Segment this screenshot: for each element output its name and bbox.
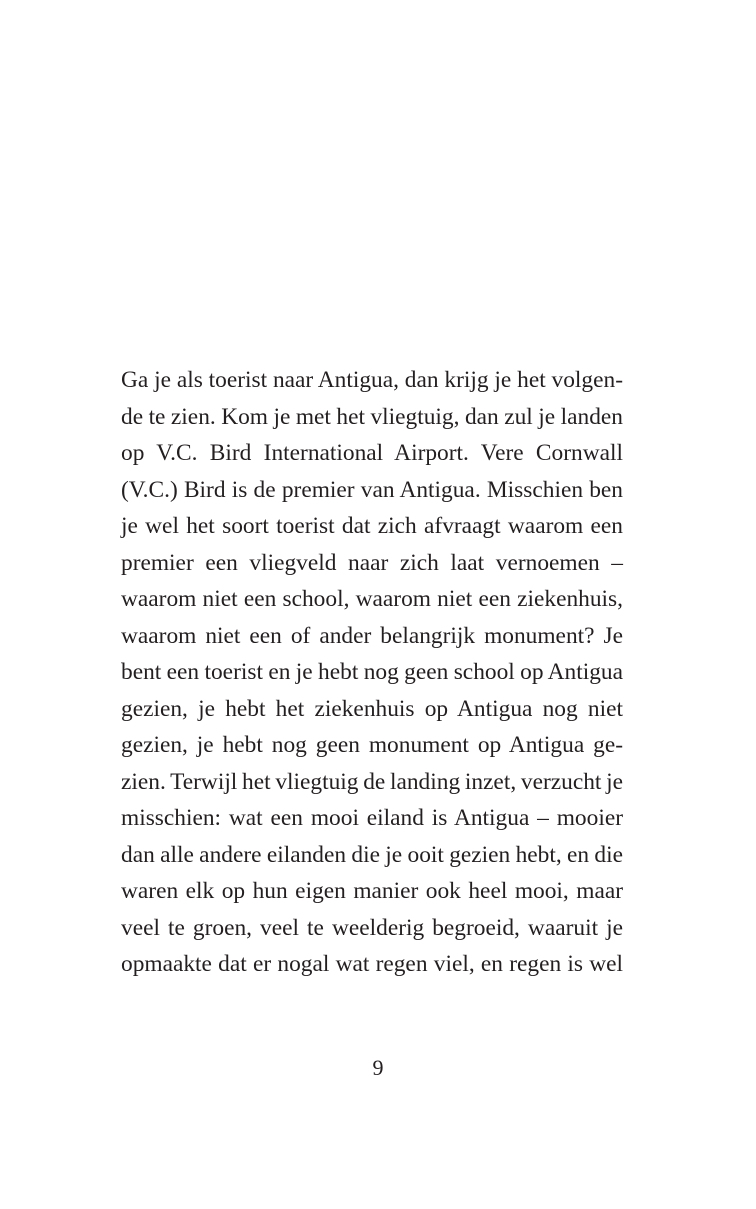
text-line: veel te groen, veel te weelderig begroeid, waaruit je (121, 914, 623, 941)
text-line: je wel het soort toerist dat zich afvraagt waarom een (121, 513, 623, 539)
text-line: opmaakte dat er nogal wat regen viel, en regen is wel (121, 951, 623, 977)
text-line: premier een vliegveld naar zich laat vernoemen – (121, 549, 623, 576)
text-line: waarom niet een of ander belangrijk monument? Je (121, 622, 623, 649)
text-line: (V.C.) Bird is de premier van Antigua. Misschien ben (121, 476, 623, 503)
text-line: Ga je als toerist naar Antigua, dan krijg je het volgen- (121, 367, 623, 393)
text-line: zien. Terwijl het vliegtuig de landing inzet, verzucht je (121, 768, 623, 795)
body-text (121, 362, 623, 983)
text-line: gezien, je hebt het ziekenhuis op Antigua nog niet (121, 695, 623, 722)
text-line: gezien, je hebt nog geen monument op Antigua ge- (121, 732, 623, 758)
text-line: misschien: wat een mooi eiland is Antigua – mooier (121, 805, 623, 831)
page-number: 9 (372, 1055, 384, 1080)
text-line: bent een toerist en je hebt nog geen school op Antigua (121, 659, 623, 685)
text-line: op V.C. Bird International Airport. Vere Cornwall (121, 440, 623, 466)
text-line: waarom niet een school, waarom niet een ziekenhuis, (121, 586, 623, 612)
text-line: de te zien. Kom je met het vliegtuig, dan zul je landen (121, 403, 623, 430)
text-line: dan alle andere eilanden die je ooit gezien hebt, en die (121, 841, 623, 868)
text-line: waren elk op hun eigen manier ook heel mooi, maar (121, 878, 623, 904)
